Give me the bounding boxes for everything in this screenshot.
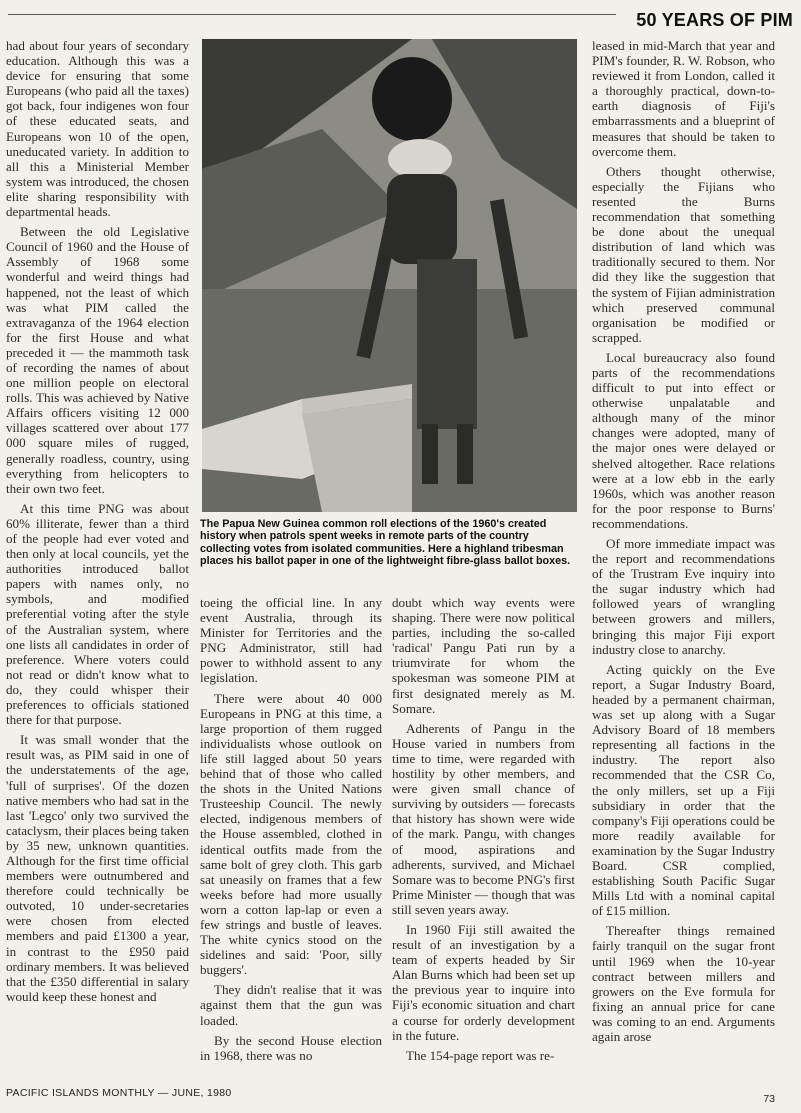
paragraph: Between the old Legislative Council of 1960 and the House of Assembly of 1968 some wonderful and weird things had happened, not the least of which was what PIM called the extravaganza of the 1964 election for the first House and what preceded it — the mammoth task of recording the names of about one million people on electoral rolls. This was achieved by Native Affairs officers visiting 12 000 villages scattered over about 177 000 square miles of rugged, generally roadless, country, using everything from helicopters to their own two feet. [6,224,189,496]
paragraph: At this time PNG was about 60% illiterate, fewer than a third of the people had ever voted and then only at local councils, yet the authorities introduced ballot papers with names only, no symbols, and modified preferential voting after the style of the Australian system, where one lists all candidates in order of preference. Where voters could not read or didn't know what to do, they could whisper their preferences to officials stationed there for that purpose. [6,500,189,728]
section-title: 50 YEARS OF PIM [636,10,793,30]
article-column-3 [392,595,575,1073]
article-column-2 [200,595,382,1073]
paragraph: By the second House election in 1968, there was no [200,1032,382,1063]
paragraph: Of more immediate impact was the report and recommendations of the Trustram Eve inquiry into the sugar industry which had followed years of wrangling between growers and millers, bringing this major Fiji export industry close to anarchy. [592,536,775,657]
article-column-1 [6,38,189,1070]
paragraph: There were about 40 000 Europeans in PNG at this time, a large proportion of them rugged individualists whose outlook on life still lagged about 50 years behind that of those who called the shots in the United Nations Trusteeship Council. The newly elected, indigenous members of the House assembled, clothed in identical outfits made from the same bolt of grey cloth. This garb sat uneasily on frames that a few weeks before had more usually worn a cotton lap-lap or even a few strings and bustle of leaves. The white cynics stood on the sidelines and said: 'Poor, silly buggers'. [200,690,382,978]
paragraph: They didn't realise that it was against them that the gun was loaded. [200,982,382,1028]
page-number: 73 [763,1093,775,1105]
paragraph: In 1960 Fiji still awaited the result of an investigation by a team of experts headed by Sir Alan Burns which had been set up the previous year to inquire into Fiji's economic situation and chart a course for orderly development in the future. [392,921,575,1043]
publication-footer: PACIFIC ISLANDS MONTHLY — JUNE, 1980 [6,1087,232,1099]
photo-caption: The Papua New Guinea common roll elections of the 1960's created history when patrols spent weeks in remote parts of the country collecting votes from isolated communities. Here a highland tribesman places his ballot paper in one of the lightweight fibre-glass ballot boxes. [200,518,571,568]
paragraph: leased in mid-March that year and PIM's founder, R. W. Robson, who reviewed it from London, called it a thoroughly practical, down-to-earth diagnosis of Fiji's embarrassments and a blueprint of measures that should be taken to overcome them. [592,38,775,159]
paragraph: Local bureaucracy also found parts of the recommendations difficult to put into effect or otherwise unpalatable and although many of the minor changes were adopted, many of the major ones were delayed or shelved altogether. Race relations were at a low ebb in the early 1960s, which was another reason for the poor response to Burns' recommendations. [592,349,775,531]
paragraph: The 154-page report was re- [406,1047,555,1063]
paragraph: It was small wonder that the result was, as PIM said in one of the understatements of the age, 'full of surprises'. Of the dozen native members who had sat in the last 'Legco' only two survived the cataclysm, their places being taken by 35 new, unknown quantities. Although for the first time official members were outnumbered and therefore could technically be outvoted, 10 under-secretaries were chosen from elected members and paid £1300 a year, in contrast to the £950 paid ordinary members. It was believed that the £350 differential in salary would keep these honest and [6,732,189,1004]
paragraph: Thereafter things remained fairly tranquil on the sugar front until 1969 when the 10-year contract between millers and growers on the Eve formula for fixing an annual price for cane was coming to an end. Arguments again arose [592,923,775,1044]
election-photo [202,39,577,512]
paragraph: Acting quickly on the Eve report, a Sugar Industry Board, headed by a permanent chairman, was set up along with a Sugar Advisory Board of 18 members representing all factions in the industry. The report also recommended that the CSR Co, the only millers, set up a Fiji subsidiary in order that the company's Fiji operations could be more readily available for examination by the Sugar Industry Board. CSR complied, establishing South Pacific Sugar Mills Ltd with a nominal capital of £15 million. [592,661,775,919]
header-rule [8,14,616,15]
paragraph: had about four years of secondary education. Although this was a device for ensuring that some Europeans (who paid all the taxes) got back, four indigenes won four of these educated seats, and Europeans won 10 of the open, uneducated variety. In addition to all this a Ministerial Member system was introduced, the chosen elite sharing responsibility with departmental heads. [6,38,189,220]
paragraph: doubt which way events were shaping. There were now political parties, including the so-called 'radical' Pangu Pati run by a triumvirate for whom the spokesman was someone PIM at first designated merely as M. Somare. [392,595,575,716]
paragraph: toeing the official line. In any event Australia, through its Minister for Territories and the PNG Administrator, still had power to withhold assent to any legislation. [200,595,382,686]
paragraph: Adherents of Pangu in the House varied in numbers from time to time, were regarded with hostility by other members, and were given small chance of surviving by outsiders — forecasts that history has shown were wide of the mark. Pangu, with changes of mood, aspirations and adherents, survived, and Michael Somare was to become PNG's first Prime Minister — though that was still seven years away. [392,720,575,917]
article-column-4 [592,38,775,1070]
paragraph: Others thought otherwise, especially the Fijians who resented the Burns recommendation that something be done about the unequal distribution of land which was traditionally secured to them. Nor did they like the suggestion that the system of Fijian administration which preserved communal organisation be modified or scrapped. [592,163,775,345]
